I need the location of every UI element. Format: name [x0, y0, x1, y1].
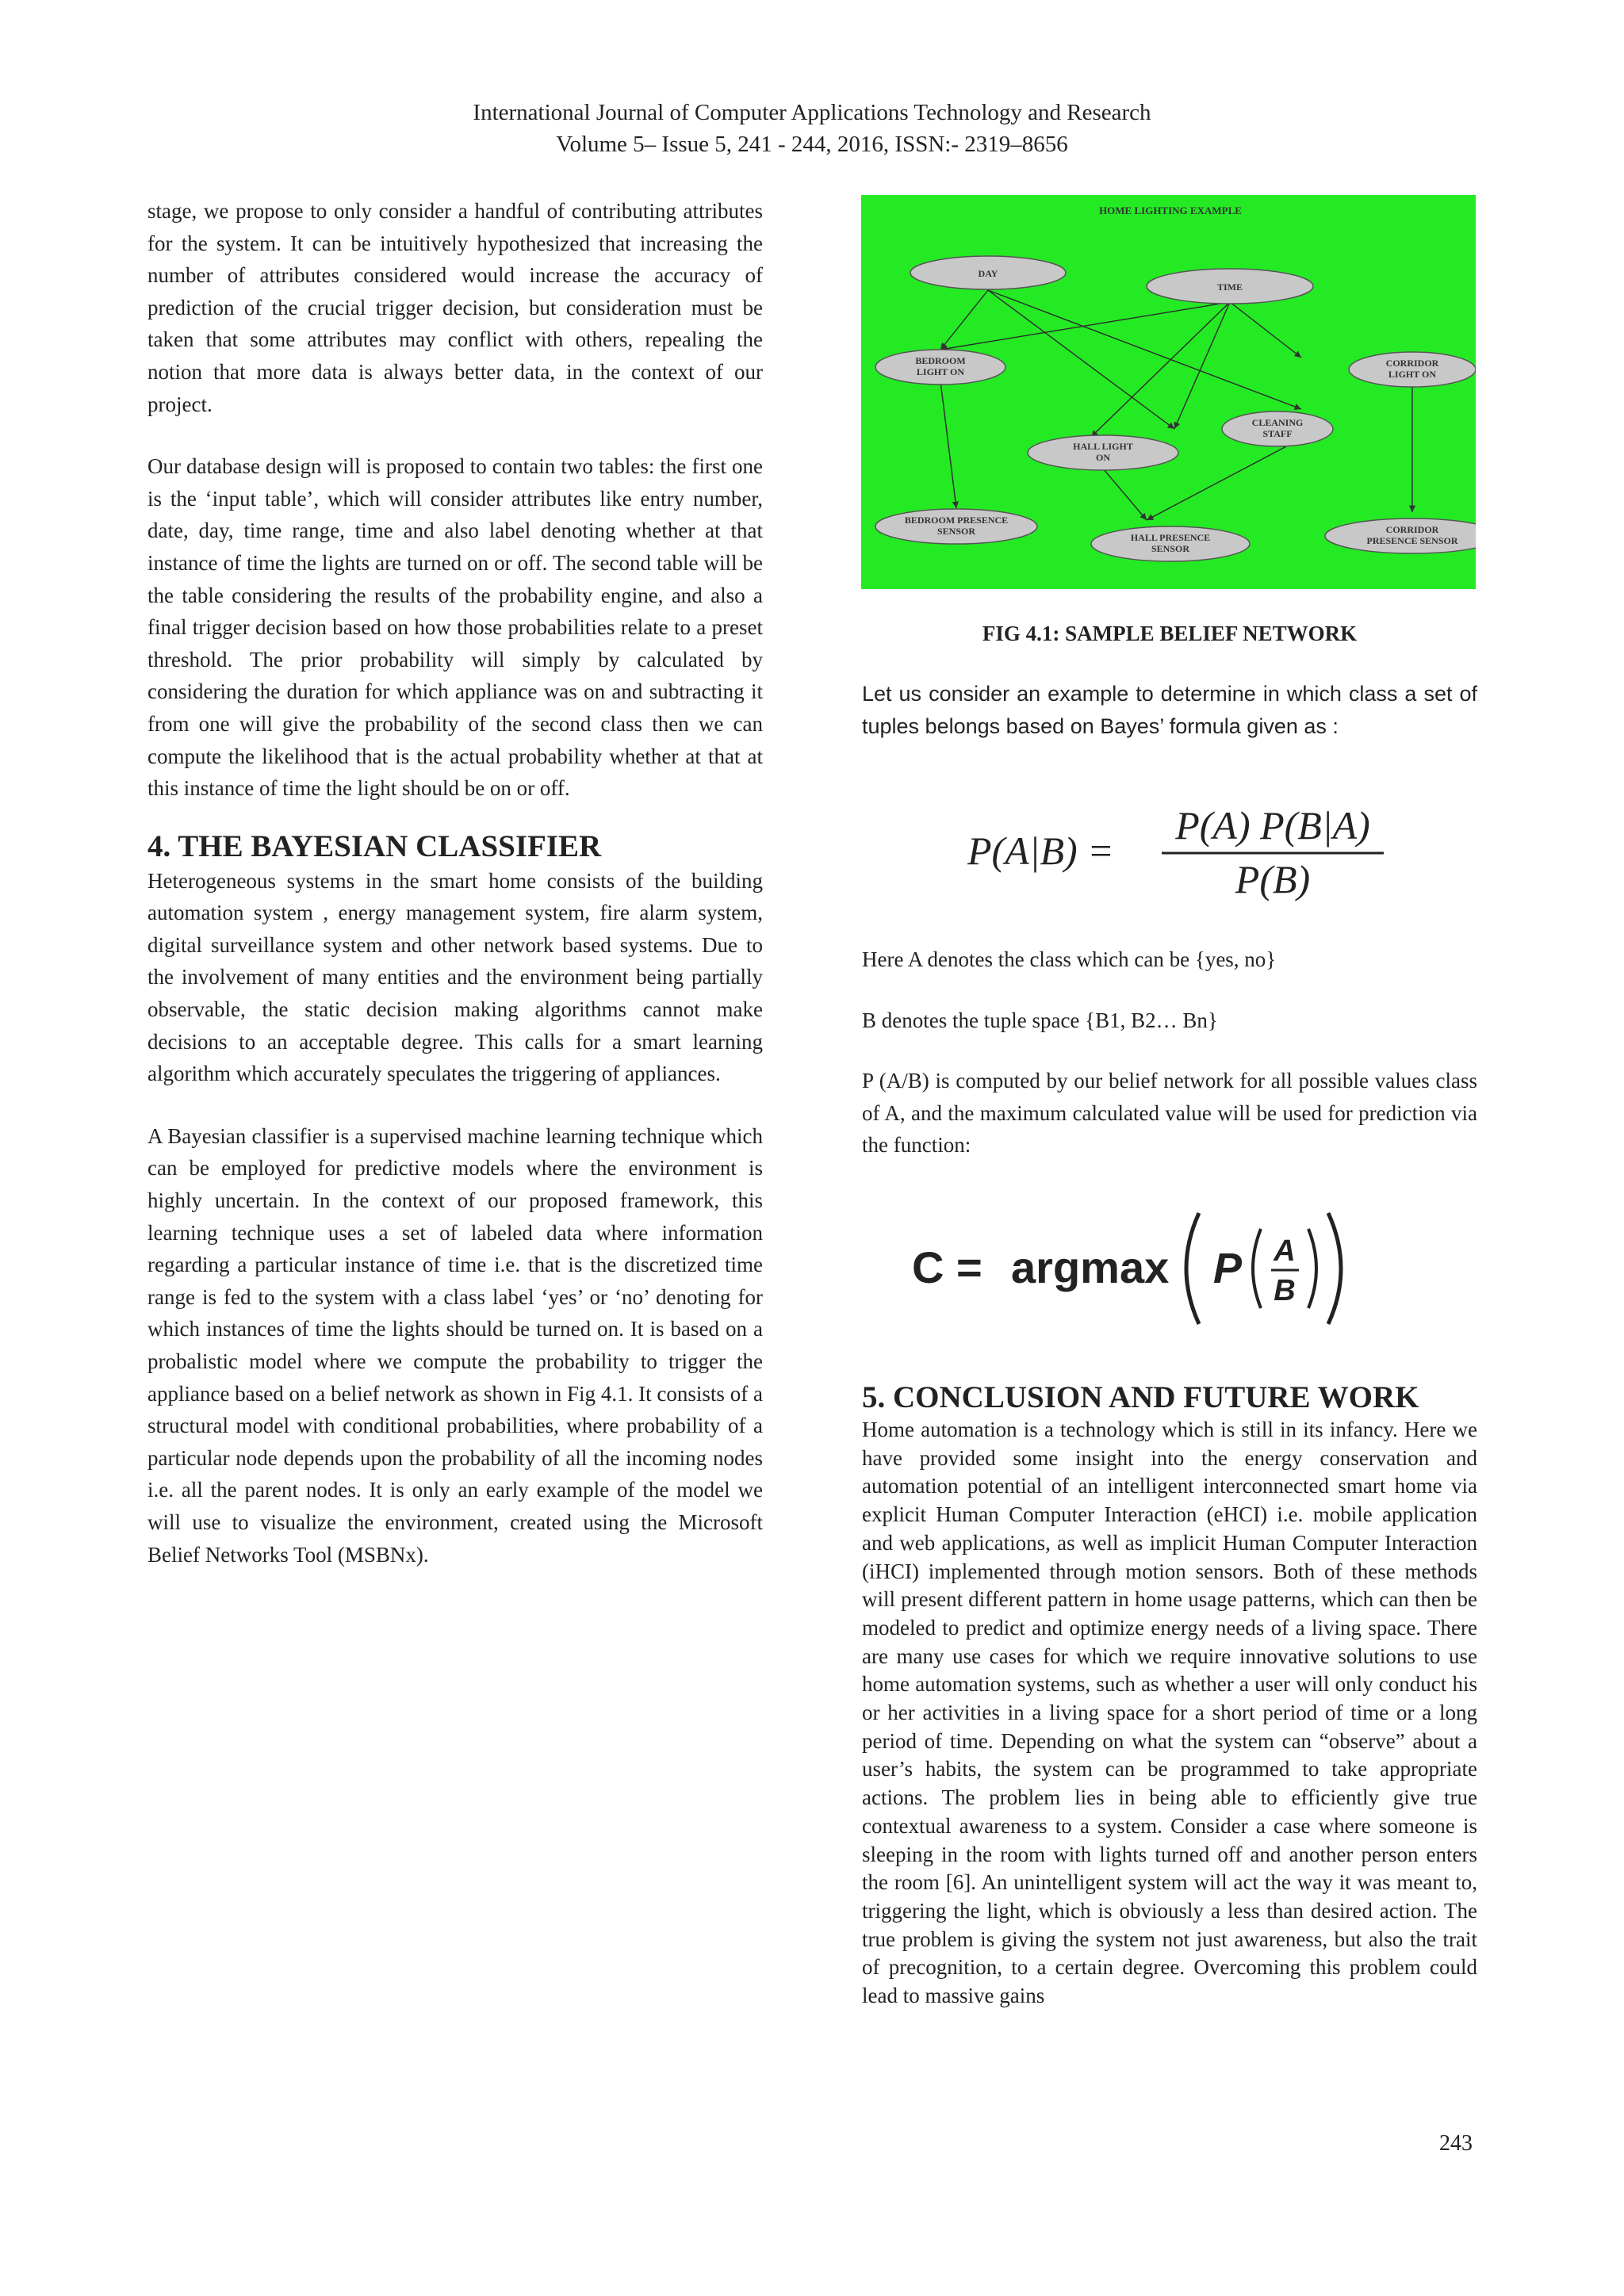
- paragraph: Our database design will is proposed to contain two tables: the first one is the ‘input table’, which will consider attributes like entry number, date, day, time range, time and also label denoting whether at that instance of time the lights are turned on or off. The second table will be the table considering the results of the probability engine, and also a final trigger decision based on how those probabilities relate to a preset threshold. The prior probability will simply by calculated by considering the duration for which appliance was on and subtracting it from one will give the probability of the second class then we can compute the likelihood that is the actual probability whether at that at this instance of time the light should be on or off.: [147, 454, 763, 801]
- node-bedroom-sensor: SENSOR: [936, 526, 976, 537]
- paren-right-icon: [1328, 1213, 1341, 1324]
- paragraph: stage, we propose to only consider a handful of contributing attributes for the system. It can be intuitively hypothesized that increasing the number of attributes considered would increase the accuracy of prediction of the crucial trigger decision, but consideration must be taken that some attributes may conflict with others, repealing the notion that more data is always better data, in the context of our project.: [147, 199, 763, 416]
- journal-header: [0, 97, 1624, 160]
- node-time: TIME: [1216, 281, 1243, 293]
- belief-network-figure: [861, 195, 1476, 589]
- argmax-formula: [912, 1205, 1404, 1332]
- formula-a: A: [1274, 1234, 1296, 1268]
- bayes-formula: [967, 799, 1411, 902]
- node-day: DAY: [978, 268, 998, 279]
- paren-left-inner-icon: [1253, 1229, 1261, 1308]
- node-bedroom-light: BEDROOM: [915, 355, 966, 366]
- journal-title: International Journal of Computer Applications Technology and Research: [473, 100, 1151, 125]
- node-hall-sensor: HALL PRESENCE: [1130, 532, 1211, 543]
- formula-argmax: argmax: [1011, 1242, 1170, 1292]
- section-heading-5: 5. CONCLUSION AND FUTURE WORK: [862, 1380, 1419, 1414]
- figure-caption: FIG 4.1: SAMPLE BELIEF NETWORK: [982, 622, 1358, 645]
- formula-c: C =: [912, 1242, 982, 1292]
- node-corridor-sensor: CORRIDOR: [1385, 524, 1439, 535]
- journal-volume: Volume 5– Issue 5, 241 - 244, 2016, ISSN:- 2319–8656: [556, 132, 1068, 157]
- node-cleaning-staff: CLEANING: [1251, 417, 1304, 428]
- formula-lhs: P(A|B) =: [967, 828, 1114, 873]
- paragraph: Let us consider an example to determine in which class a set of tuples belongs based on Bayes’ formula given as :: [862, 682, 1477, 738]
- edges: [940, 290, 1412, 520]
- page-number: 243: [1439, 2131, 1473, 2156]
- node-bedroom-light: LIGHT ON: [916, 366, 965, 377]
- node-corridor-sensor: PRESENCE SENSOR: [1366, 535, 1458, 546]
- node-corridor-light: LIGHT ON: [1388, 369, 1437, 380]
- node-hall-sensor: SENSOR: [1151, 543, 1190, 554]
- paren-left-icon: [1186, 1213, 1199, 1324]
- formula-p: P: [1213, 1245, 1243, 1292]
- right-column-text: [862, 943, 1477, 1161]
- node-cleaning-staff: STAFF: [1262, 428, 1293, 439]
- node-hall-light: ON: [1096, 452, 1110, 463]
- paragraph: B denotes the tuple space {B1, B2… Bn}: [862, 1008, 1218, 1032]
- formula-numerator: P(A) P(B|A): [1175, 803, 1370, 848]
- paren-right-inner-icon: [1308, 1229, 1316, 1308]
- left-column: [147, 195, 763, 1571]
- node-hall-light: HALL LIGHT: [1073, 441, 1133, 452]
- node-bedroom-sensor: BEDROOM PRESENCE: [904, 515, 1009, 526]
- section-heading-4: 4. THE BAYESIAN CLASSIFIER: [147, 828, 602, 863]
- figure-title: HOME LIGHTING EXAMPLE: [1099, 205, 1242, 216]
- paragraph: P (A/B) is computed by our belief network for all possible values class of A, and the maximum calculated value will be used for prediction via the function:: [862, 1069, 1477, 1158]
- conclusion-section: [862, 1380, 1477, 2011]
- right-column-text: [862, 678, 1477, 742]
- node-corridor-light: CORRIDOR: [1385, 358, 1439, 369]
- formula-denominator: P(B): [1235, 857, 1311, 901]
- formula-b: B: [1274, 1274, 1296, 1307]
- paragraph: Home automation is a technology which is still in its infancy. Here we have provided some insight into the energy conservation and automation potential of an intelligent interconnected smart home via explicit Human Computer Interaction (eHCI) i.e. mobile application and web applications, as well as implicit Human Computer Interaction (iHCI) implemented through motion sensors. Both of these methods will present different pattern in home usage patterns, which can then be modeled to predict and optimize energy needs of a living space. There are many use cases for which we require innovative solutions to use home automation systems, such as whether a user will only conduct his or her activities in a living space for a short period of time or a long period of time. Depending on what the system can “observe” about a user’s habits, the system can be programmed to take appropriate actions. The problem lies in being able to efficiently give true contextual awareness to a system. Consider a case where someone is sleeping in the room with lights turned off and another person enters the room [6]. An unintelligent system will act the way it was meant to, triggering the light, which is obviously a less than desired action. The true problem is giving the system not just awareness, but also the trait of precognition, to a certain degree. Overcoming this problem could lead to massive gains: [862, 1418, 1477, 2008]
- paragraph: Here A denotes the class which can be {yes, no}: [862, 947, 1277, 971]
- paragraph: A Bayesian classifier is a supervised machine learning technique which can be employed for predictive models where the environment is highly uncertain. In the context of our proposed framework, this learning technique uses a set of labeled data where information regarding a particular instance of time i.e. that is the discretized time range is fed to the system with a class label ‘yes’ or ‘no’ denoting for which instances of time the lights should be turned on. It is based on a probalistic model where we compute the probability to trigger the appliance based on a belief network as shown in Fig 4.1. It consists of a structural model with conditional probabilities, where probability of a particular node depends upon the probability of all the incoming nodes i.e. all the parent nodes. It is only an early example of the model we will use to visualize the environment, created using the Microsoft Belief Networks Tool (MSBNx).: [147, 1123, 763, 1567]
- belief-network-diagram: [861, 195, 1476, 589]
- paragraph: Heterogeneous systems in the smart home consists of the building automation system , energy management system, fire alarm system, digital surveillance system and other network based systems. Due to the involvement of many entities and the environment being partially observable, the static decision making algorithms cannot make decisions to an acceptable degree. This calls for a smart learning algorithm which accurately speculates the triggering of appliances.: [147, 868, 763, 1086]
